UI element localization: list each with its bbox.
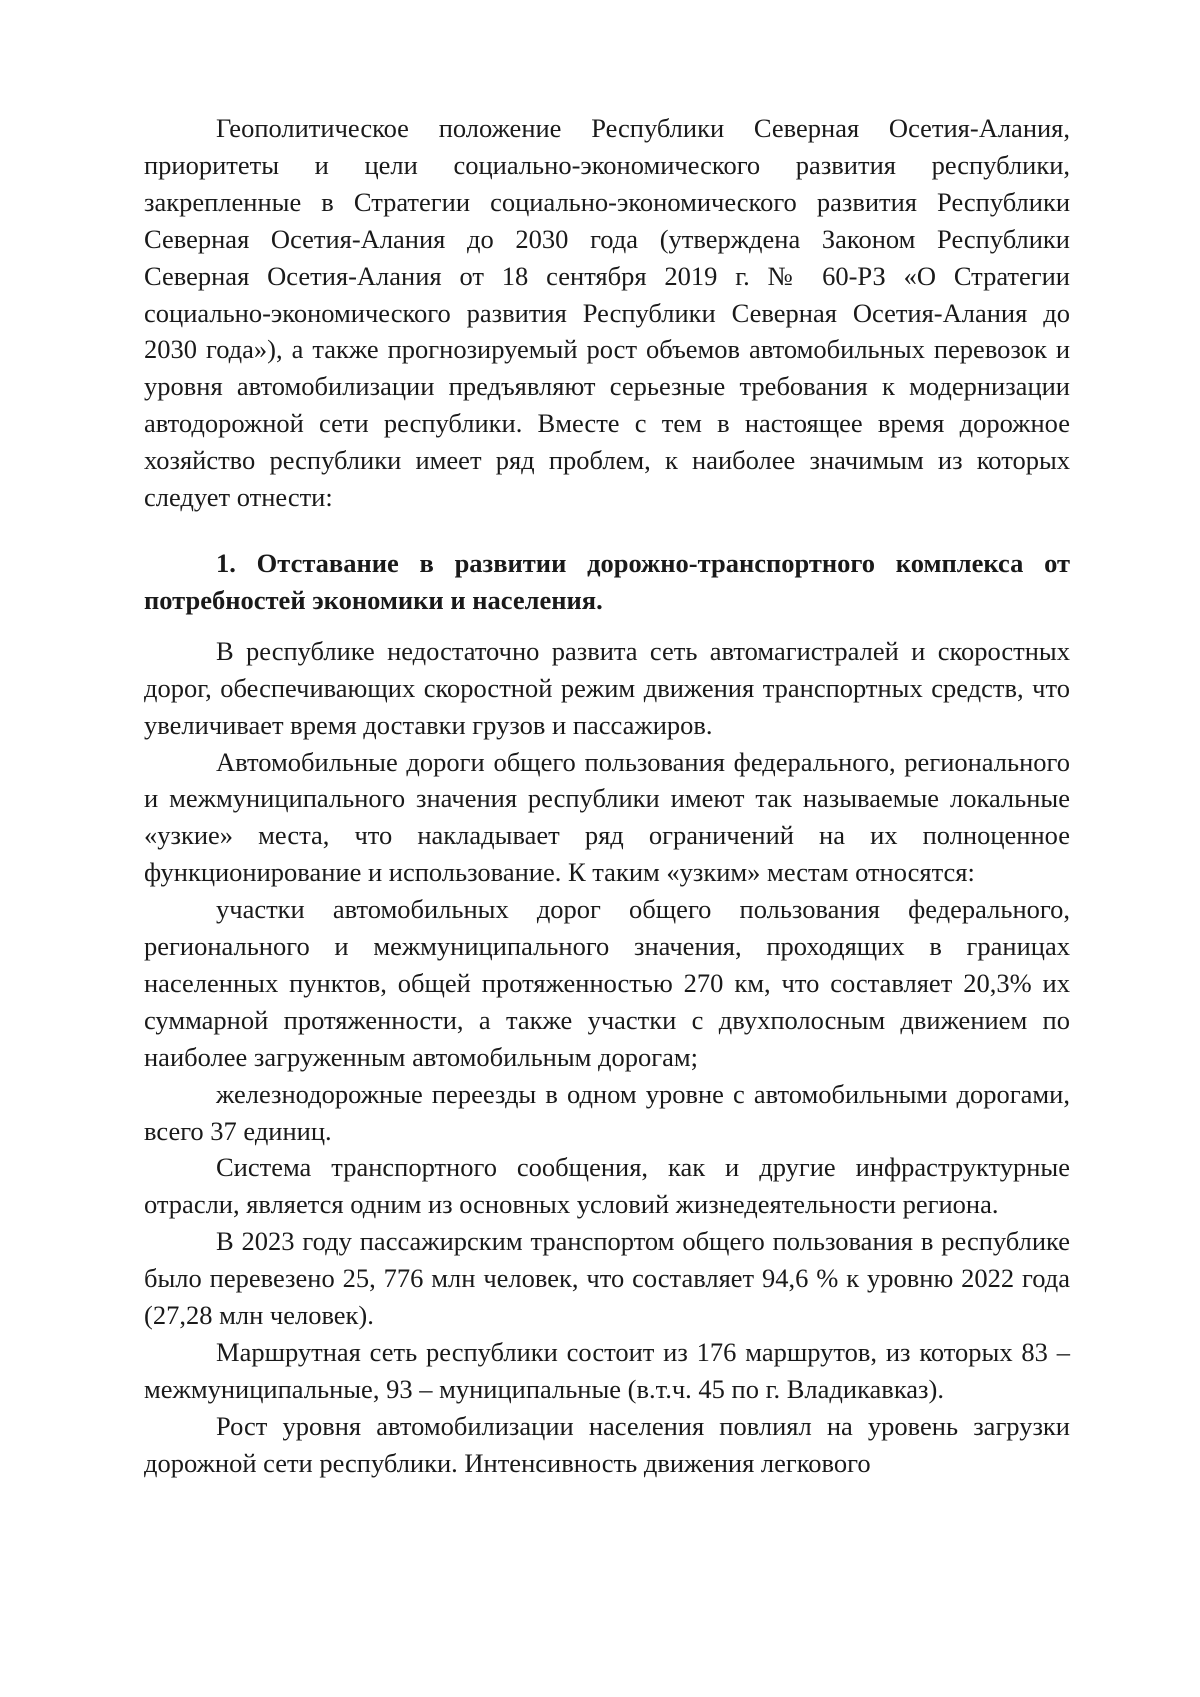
paragraph-geopolitical-position: Геополитическое положение Республики Северная Осетия-Алания, приоритеты и цели социально-экономического развития республики, закрепленные в Стратегии социально-экономического развития Республики Северная Осетия-Алания до 2030 года (утверждена Законом Республики Северная Осетия-Алания от 18 сентября 2019 г. № 60-РЗ «О Стратегии социально-экономического развития Республики Северная Осетия-Алания до 2030 года»), а также прогнозируемый рост объемов автомобильных перевозок и уровня автомобилизации предъявляют серьезные требования к модернизации автодорожной сети республики. Вместе с тем в настоящее время дорожное хозяйство республики имеет ряд проблем, к наиболее значимым из которых следует отнести: [144,113,1070,513]
section-heading: 1. Отставание в развитии дорожно-транспортного комплекса от потребностей экономики и населения. [144,547,1070,615]
document-body [144,110,1070,1482]
paragraph-transport-system: Система транспортного сообщения, как и другие инфраструктурные отрасли, является одним из основных условий жизнедеятельности региона. [144,1152,1070,1220]
paragraph-motorization: Рост уровня автомобилизации населения повлиял на уровень загрузки дорожной сети республики. Интенсивность движения легкового [144,1410,1070,1478]
paragraph-passenger-transport: В 2023 году пассажирским транспортом общего пользования в республике было перевезено 25, 776 млн человек, что составляет 94,6 % к уровню 2022 года (27,28 млн человек). [144,1226,1070,1331]
paragraph-railway-crossings: железнодорожные переезды в одном уровне с автомобильными дорогами, всего 37 единиц. [144,1078,1070,1146]
paragraph-road-sections: участки автомобильных дорог общего пользования федерального, регионального и межмуниципального значения, проходящих в границах населенных пунктов, общей протяженностью 270 км, что составляет 20,3% их суммарной протяженности, а также участки с двухполосным движением по наиболее загруженным автомобильным дорогам; [144,894,1070,1072]
paragraph-highways: В республике недостаточно развита сеть автомагистралей и скоростных дорог, обеспечивающих скоростной режим движения транспортных средств, что увеличивает время доставки грузов и пассажиров. [144,635,1070,740]
paragraph-route-network: Маршрутная сеть республики состоит из 176 маршрутов, из которых 83 – межмуниципальные, 93 – муниципальные (в.т.ч. 45 по г. Владикавказ). [144,1337,1070,1404]
paragraph-bottlenecks: Автомобильные дороги общего пользования федерального, регионального и межмуниципального значения республики имеют так называемые локальные «узкие» места, что накладывает ряд ограничений на их полноценное функционирование и использование. К таким «узким» местам относятся: [144,746,1070,888]
